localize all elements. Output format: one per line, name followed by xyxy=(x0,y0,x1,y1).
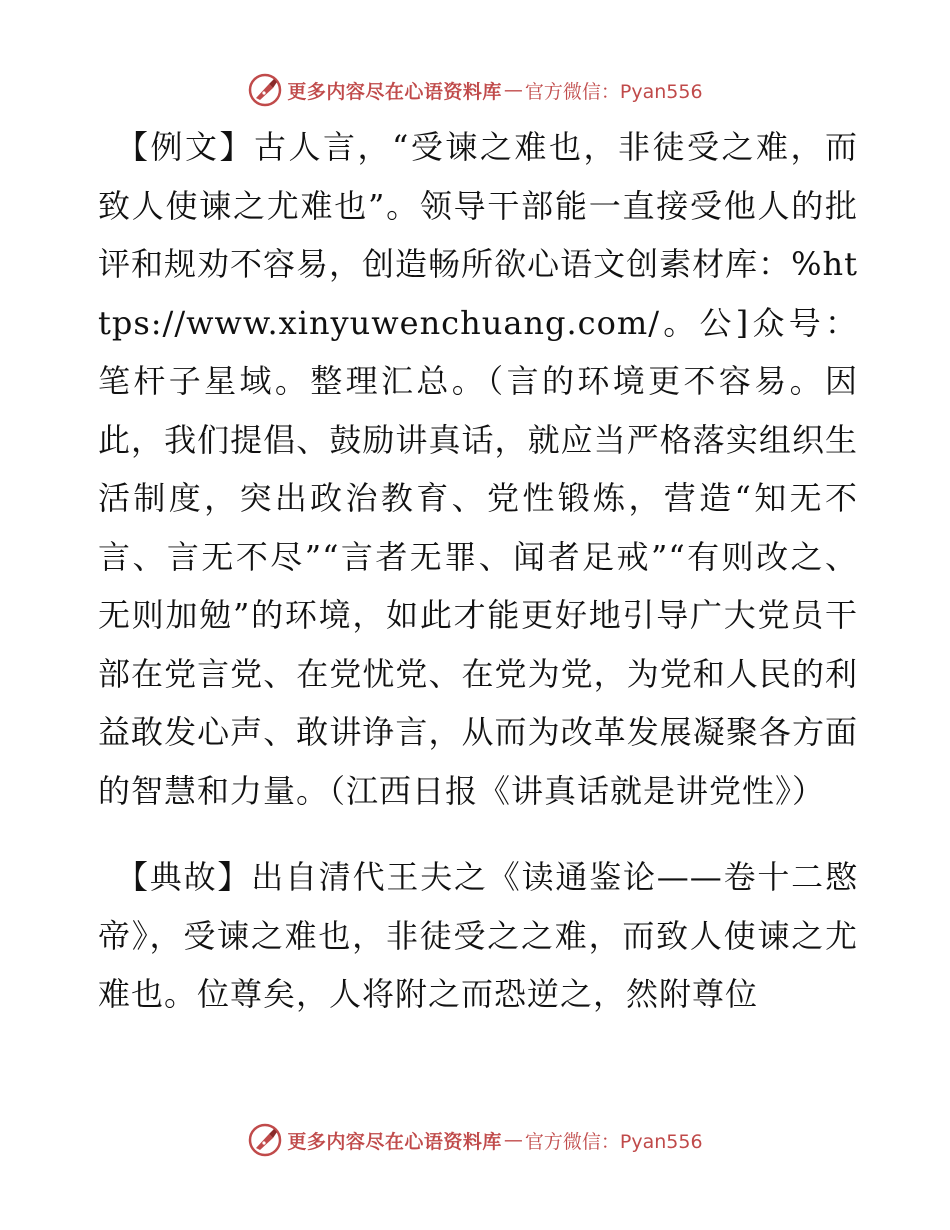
header-brand-text: 更多内容尽在心语资料库 xyxy=(287,80,502,103)
footer-dash: — xyxy=(503,1129,523,1151)
pen-nib-logo-icon xyxy=(247,72,283,108)
example-tag: 【例文】 xyxy=(116,128,255,166)
allusion-paragraph xyxy=(98,848,858,1024)
footer-banner xyxy=(0,1120,950,1160)
allusion-text: 出自清代王夫之《读通鉴论——卷十二愍帝》，受谏之难也，非徒受之之难，而致人使谏之尤难也。位尊矣，人将附之而恐逆之，然附尊位 xyxy=(98,858,858,1013)
footer-brand-text: 更多内容尽在心语资料库 xyxy=(287,1130,502,1153)
example-text: 古人言，“受谏之难也，非徒受之难，而致人使谏之尤难也”。领导干部能一直接受他人的批评和规劝不容易，创造畅所欲心语文创素材库：%https://www.xinyuwenchuang.com/。公]众号：笔杆子星域。整理汇总。（言的环境更不容易。因此，我们提倡、鼓励讲真话，就应当严格落实组织生活制度，突出政治教育、党性锻炼，营造“知无不言、言无不尽”“言者无罪、闻者足戒”“有则改之、无则加勉”的环境，如此才能更好地引导广大党员干部在党言党、在党忧党、在党为党，为党和人民的利益敢发心声、敢讲诤言，从而为改革发展凝聚各方面的智慧和力量。（江西日报《讲真话就是讲党性》） xyxy=(98,128,858,810)
pen-nib-logo-icon xyxy=(247,1122,283,1158)
header-contact-text: 官方微信：Pyan556 xyxy=(524,80,703,103)
header-dash: — xyxy=(503,79,523,101)
header-banner xyxy=(0,70,950,110)
example-paragraph xyxy=(98,118,858,820)
allusion-tag: 【典故】 xyxy=(116,858,252,896)
footer-contact-text: 官方微信：Pyan556 xyxy=(524,1130,703,1153)
document-body xyxy=(98,118,858,1024)
